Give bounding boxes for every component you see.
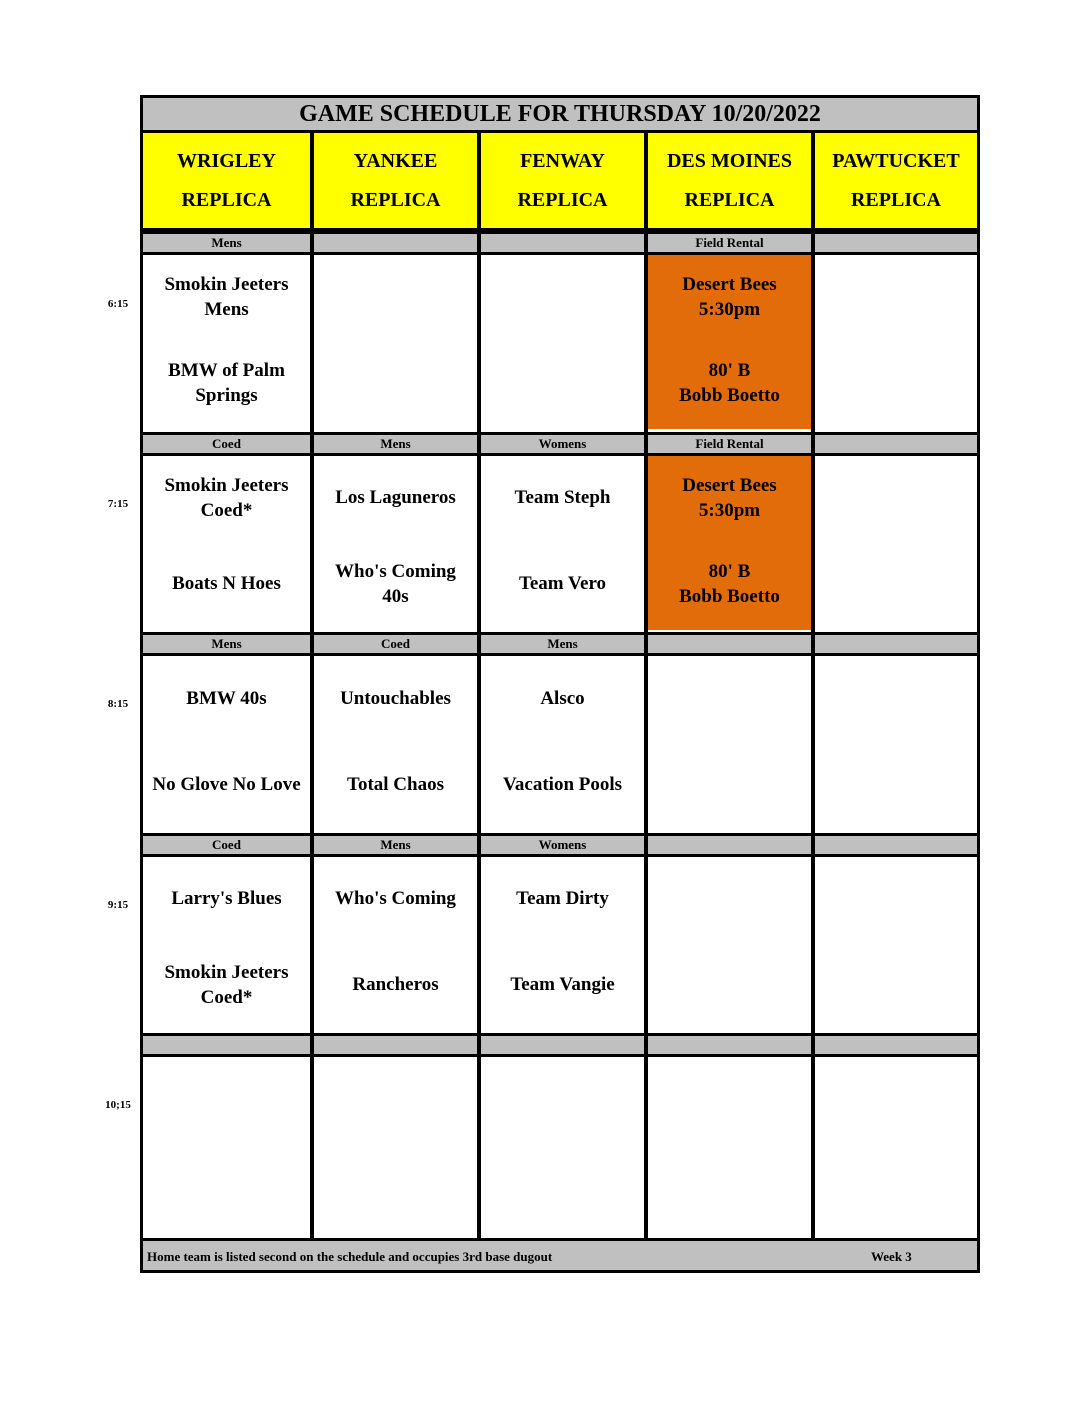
time-label: 8:15 <box>107 698 129 710</box>
home-team: Who's Coming 40s <box>335 560 456 607</box>
division-band: Field Rental <box>648 231 811 255</box>
home-team <box>815 1157 977 1213</box>
home-team: Team Vangie <box>510 974 615 995</box>
away-team: Alsco <box>540 687 585 709</box>
field-name: YANKEE <box>353 149 438 172</box>
away-team: Larry's Blues <box>171 888 282 909</box>
home-team <box>815 556 977 612</box>
game-cell <box>481 1057 644 1231</box>
home-team <box>648 756 811 812</box>
time-label: 6:15 <box>107 298 129 310</box>
game-cell <box>481 857 644 1031</box>
home-team: Team Vero <box>518 573 607 594</box>
away-team <box>481 1071 644 1127</box>
division-band <box>648 1033 811 1057</box>
game-cell <box>815 656 977 830</box>
away-team: Who's Coming <box>335 888 456 909</box>
field-subtitle: REPLICA <box>350 188 441 211</box>
division-band <box>815 632 977 656</box>
home-team <box>143 1157 310 1213</box>
home-team: No Glove No Love <box>152 773 301 795</box>
home-team: BMW of Palm Springs <box>168 360 285 406</box>
footer <box>143 1238 977 1270</box>
away-team: BMW 40s <box>186 687 267 709</box>
away-team <box>648 670 811 726</box>
field-name: DES MOINES <box>666 149 793 172</box>
away-team: Team Dirty <box>516 888 609 909</box>
time-label: 9:15 <box>107 899 129 911</box>
division-band <box>314 231 477 255</box>
game-cell <box>314 656 477 830</box>
field-column <box>310 133 477 1238</box>
division-band: Mens <box>314 833 477 857</box>
field-subtitle: REPLICA <box>181 188 272 211</box>
game-cell <box>815 456 977 630</box>
division-band: Womens <box>481 833 644 857</box>
division-band <box>815 432 977 456</box>
game-cell <box>648 656 811 830</box>
game-cell <box>481 456 644 630</box>
division-band: Coed <box>314 632 477 656</box>
division-band <box>815 1033 977 1057</box>
home-team <box>314 355 477 411</box>
game-cell <box>314 857 477 1031</box>
game-cell <box>815 857 977 1031</box>
division-band <box>481 1033 644 1057</box>
division-band <box>815 833 977 857</box>
division-band: Coed <box>143 432 310 456</box>
field-name: FENWAY <box>520 149 605 172</box>
away-team: Smokin Jeeters Coed* <box>164 474 289 521</box>
division-band <box>648 833 811 857</box>
field-header <box>314 133 477 231</box>
division-band: Mens <box>143 231 310 255</box>
field-rental-cell <box>648 255 811 429</box>
home-team: Rancheros <box>352 974 439 995</box>
home-team <box>815 355 977 411</box>
field-subtitle: REPLICA <box>850 188 941 211</box>
game-cell <box>815 255 977 429</box>
field-columns <box>143 133 977 1238</box>
division-band: Mens <box>314 432 477 456</box>
footer-note: Home team is listed second on the schedule and occupies 3rd base dugout <box>147 1249 553 1264</box>
game-cell <box>314 255 477 429</box>
away-team: Team Steph <box>514 487 611 508</box>
home-team <box>815 756 977 812</box>
away-team: Untouchables <box>340 687 451 709</box>
field-header <box>815 133 977 231</box>
time-label: 10;15 <box>105 1099 131 1111</box>
home-team <box>481 355 644 411</box>
division-band <box>314 1033 477 1057</box>
division-band: Mens <box>481 632 644 656</box>
division-band: Womens <box>481 432 644 456</box>
away-team <box>143 1071 310 1127</box>
week-label: Week 3 <box>871 1249 912 1264</box>
home-team: 80' B Bobb Boetto <box>679 360 780 406</box>
home-team <box>648 1157 811 1213</box>
home-team: 80' B Bobb Boetto <box>679 560 780 607</box>
division-band <box>815 231 977 255</box>
game-cell <box>314 456 477 630</box>
away-team <box>815 470 977 526</box>
home-team <box>648 957 811 1013</box>
division-band: Mens <box>143 632 310 656</box>
field-subtitle: REPLICA <box>517 188 608 211</box>
game-cell <box>143 255 310 429</box>
away-team <box>815 871 977 927</box>
home-team <box>314 1157 477 1213</box>
field-column <box>143 133 310 1238</box>
away-team <box>314 1071 477 1127</box>
game-cell <box>648 1057 811 1231</box>
game-cell <box>481 656 644 830</box>
away-team <box>648 1071 811 1127</box>
field-column <box>477 133 644 1238</box>
game-cell <box>815 1057 977 1231</box>
field-name: WRIGLEY <box>177 149 276 172</box>
away-team <box>815 1071 977 1127</box>
game-cell <box>481 255 644 429</box>
away-team <box>481 269 644 325</box>
field-name: PAWTUCKET <box>832 149 960 172</box>
field-rental-cell <box>648 456 811 630</box>
game-cell <box>143 456 310 630</box>
home-team <box>815 957 977 1013</box>
away-team <box>314 269 477 325</box>
away-team: Desert Bees 5:30pm <box>682 274 777 320</box>
home-team: Total Chaos <box>347 773 444 795</box>
home-team <box>481 1157 644 1213</box>
game-cell <box>143 1057 310 1231</box>
home-team: Smokin Jeeters Coed* <box>164 961 289 1008</box>
page-title: GAME SCHEDULE FOR THURSDAY 10/20/2022 <box>143 98 977 133</box>
home-team: Boats N Hoes <box>172 573 281 594</box>
division-band <box>648 632 811 656</box>
field-header <box>481 133 644 231</box>
field-column <box>811 133 977 1238</box>
away-team <box>815 670 977 726</box>
away-team: Desert Bees 5:30pm <box>682 474 777 521</box>
game-cell <box>314 1057 477 1231</box>
division-band: Field Rental <box>648 432 811 456</box>
field-subtitle: REPLICA <box>684 188 775 211</box>
field-header <box>143 133 310 231</box>
division-band <box>143 1033 310 1057</box>
away-team: Los Laguneros <box>335 487 456 508</box>
field-column <box>644 133 811 1238</box>
division-band: Coed <box>143 833 310 857</box>
away-team <box>815 269 977 325</box>
away-team <box>648 871 811 927</box>
away-team: Smokin Jeeters Mens <box>164 274 289 320</box>
time-label: 7:15 <box>107 498 129 510</box>
schedule-sheet <box>140 95 980 1273</box>
field-header <box>648 133 811 231</box>
division-band <box>481 231 644 255</box>
home-team: Vacation Pools <box>502 773 623 795</box>
game-cell <box>143 857 310 1031</box>
game-cell <box>648 857 811 1031</box>
game-cell <box>143 656 310 830</box>
